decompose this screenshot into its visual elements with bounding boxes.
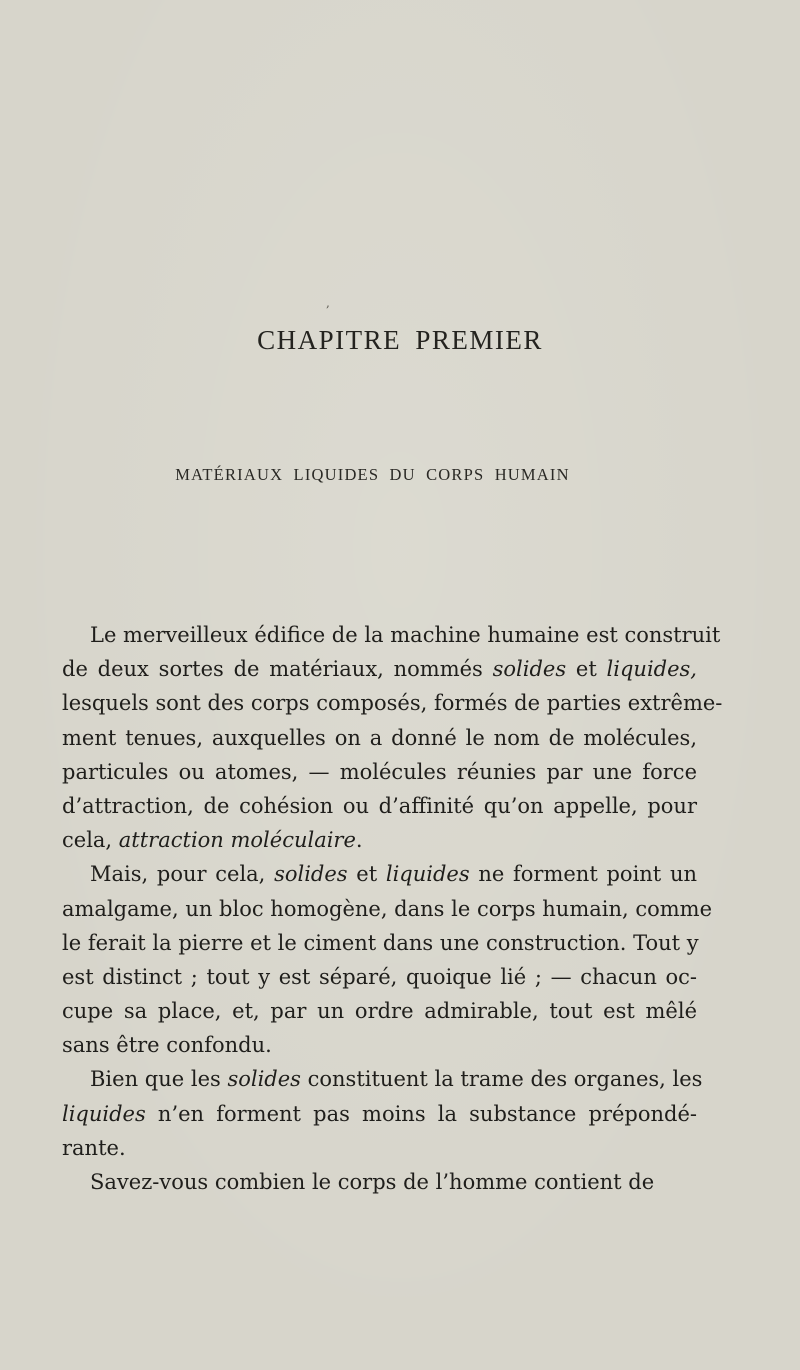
text-run: ne forment point un <box>469 862 698 887</box>
text-run: amalgame, un bloc homogène, dans le corps humain, comme <box>62 896 713 921</box>
text-run: de deux sortes de matériaux, nommés <box>62 657 493 682</box>
text-line <box>62 686 723 720</box>
text-run: Bien que les <box>90 1067 228 1092</box>
paragraph <box>62 1062 703 1165</box>
print-speck: , <box>326 296 330 310</box>
text-run: le ferait la pierre et le ciment dans une construction. Tout y <box>62 930 699 955</box>
text-run: cupe sa place, et, par un ordre admirable, tout est mêlé <box>62 999 697 1024</box>
text-line <box>62 652 697 686</box>
text-line <box>62 1028 697 1062</box>
text-run: lesquels sont des corps composés, formés de parties extrême- <box>62 691 723 716</box>
text-line <box>62 857 697 891</box>
text-run: . <box>355 828 363 853</box>
text-run: rante. <box>62 1135 126 1160</box>
text-line <box>62 823 697 857</box>
paragraph <box>62 1165 697 1199</box>
text-run: est distinct ; tout y est séparé, quoique lié ; — chacun oc- <box>62 964 697 989</box>
text-run: constituent la trame des organes, les <box>300 1067 703 1092</box>
text-line <box>62 1097 697 1131</box>
text-line <box>62 755 697 789</box>
paragraph <box>62 857 713 1062</box>
text-line <box>62 721 697 755</box>
italic-run: solides <box>492 657 567 682</box>
text-run: Le merveilleux édifice de la machine humaine est construit <box>90 623 721 647</box>
text-line <box>62 892 713 926</box>
text-line <box>62 1165 697 1199</box>
section-title: MATÉRIAUX LIQUIDES DU CORPS HUMAIN <box>175 465 570 484</box>
text-run: Mais, pour cela, <box>90 862 275 887</box>
text-run: Savez-vous combien le corps de l’homme contient de <box>90 1170 655 1194</box>
text-run: d’attraction, de cohésion ou d’affinité qu’on appelle, pour <box>62 793 697 818</box>
text-run: sans être confondu. <box>62 1033 272 1058</box>
text-run: particules ou atomes, — molécules réunies par une force <box>62 759 697 784</box>
text-run: cela, <box>62 828 119 853</box>
paragraph <box>62 618 723 857</box>
body-text <box>62 618 723 1199</box>
text-line <box>62 1062 703 1096</box>
text-line <box>62 994 697 1028</box>
chapter-title: CHAPITRE PREMIER <box>257 325 543 355</box>
text-line <box>62 926 697 960</box>
text-run: ment tenues, auxquelles on a donné le nom de molécules, <box>62 725 697 750</box>
text-line <box>62 789 697 823</box>
text-run: et <box>566 657 607 682</box>
italic-run: liquides <box>62 1101 146 1126</box>
text-line <box>62 618 721 652</box>
italic-run: solides <box>274 862 348 887</box>
text-run: n’en forment pas moins la substance prépondé- <box>145 1101 697 1126</box>
text-run: et <box>347 862 386 887</box>
italic-run: solides <box>227 1067 301 1092</box>
text-line <box>62 960 697 994</box>
italic-run: liquides, <box>606 657 697 682</box>
italic-run: liquides <box>385 862 470 887</box>
text-line <box>62 1131 697 1165</box>
italic-run: attraction moléculaire <box>118 828 356 853</box>
